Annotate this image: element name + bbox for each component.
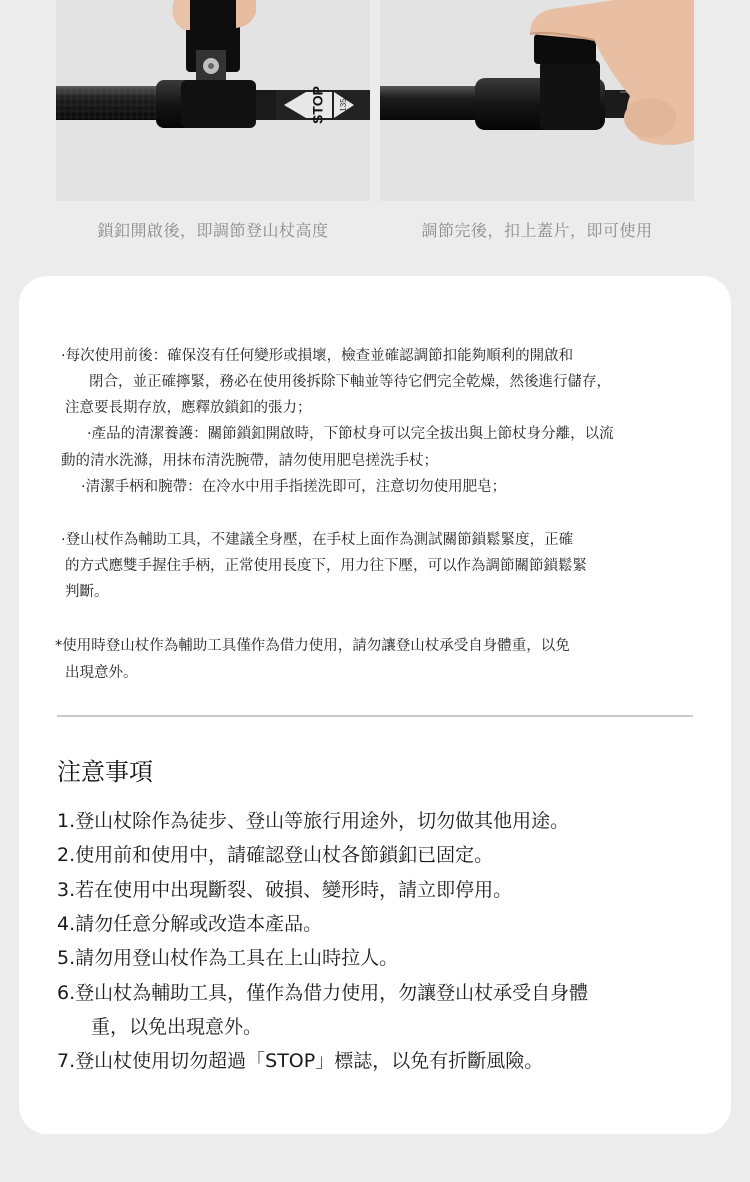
left-photo-caption: 鎖釦開啟後，即調節登山杖高度 [97,221,329,240]
lock-open-photo [56,0,370,201]
right-photo-caption: 調節完後，扣上蓋片，即可使用 [421,221,653,240]
instruction-line-1: ·每次使用前後：確保沒有任何變形或損壞，檢查並確認調節扣能夠順利的開啟和 [61,348,574,364]
instruction-line-6: ·清潔手柄和腕帶：在冷水中用手指搓洗即可，注意切勿使用肥皂； [81,479,507,495]
instruction-line-9: 判斷。 [65,584,109,600]
notice-item-6: 6.登山杖為輔助工具，僅作為借力使用，勿讓登山杖承受自身體 [57,982,589,1004]
notice-title: 注意事項 [57,758,153,786]
notice-item-1: 1.登山杖除作為徒步、登山等旅行用途外，切勿做其他用途。 [57,810,570,832]
notice-item-2: 2.使用前和使用中，請確認登山杖各節鎖釦已固定。 [57,844,494,866]
instruction-line-2: 閉合，並正確擰緊，務必在使用後拆除下軸並等待它們完全乾燥，然後進行儲存， [89,374,611,390]
instruction-line-8: 的方式應雙手握住手柄，正常使用長度下，用力往下壓，可以作為調節關節鎖鬆緊 [65,558,587,574]
notice-item-6-continued: 重，以免出現意外。 [91,1016,263,1038]
mark-label: 135 [339,98,349,112]
notice-item-4: 4.請勿任意分解或改造本產品。 [57,913,323,935]
instruction-line-4: ·產品的清潔養護：關節鎖釦開啟時，下節杖身可以完全拔出與上節杖身分離，以流 [87,426,614,442]
lock-closed-photo [380,0,694,201]
section-divider [57,715,693,717]
instructions-card [19,276,731,1134]
notice-item-3: 3.若在使用中出現斷裂、破損、變形時，請立即停用。 [57,879,513,901]
notice-item-5: 5.請勿用登山杖作為工具在上山時拉人。 [57,947,399,969]
instruction-line-3: 注意要長期存放，應釋放鎖釦的張力； [65,400,312,416]
notice-item-7: 7.登山杖使用切勿超過「STOP」標誌，以免有折斷風險。 [57,1050,544,1072]
stop-label: STOP [309,86,326,124]
instruction-line-7: ·登山杖作為輔助工具，不建議全身壓，在手杖上面作為測試關節鎖鬆緊度，正確 [61,532,574,548]
instruction-line-11: 出現意外。 [65,665,138,681]
instruction-line-10: *使用時登山杖作為輔助工具僅作為借力使用，請勿讓登山杖承受自身體重，以免 [55,638,570,654]
instruction-line-5: 動的清水洗滌，用抹布清洗腕帶，請勿使用肥皂搓洗手杖； [61,453,438,469]
